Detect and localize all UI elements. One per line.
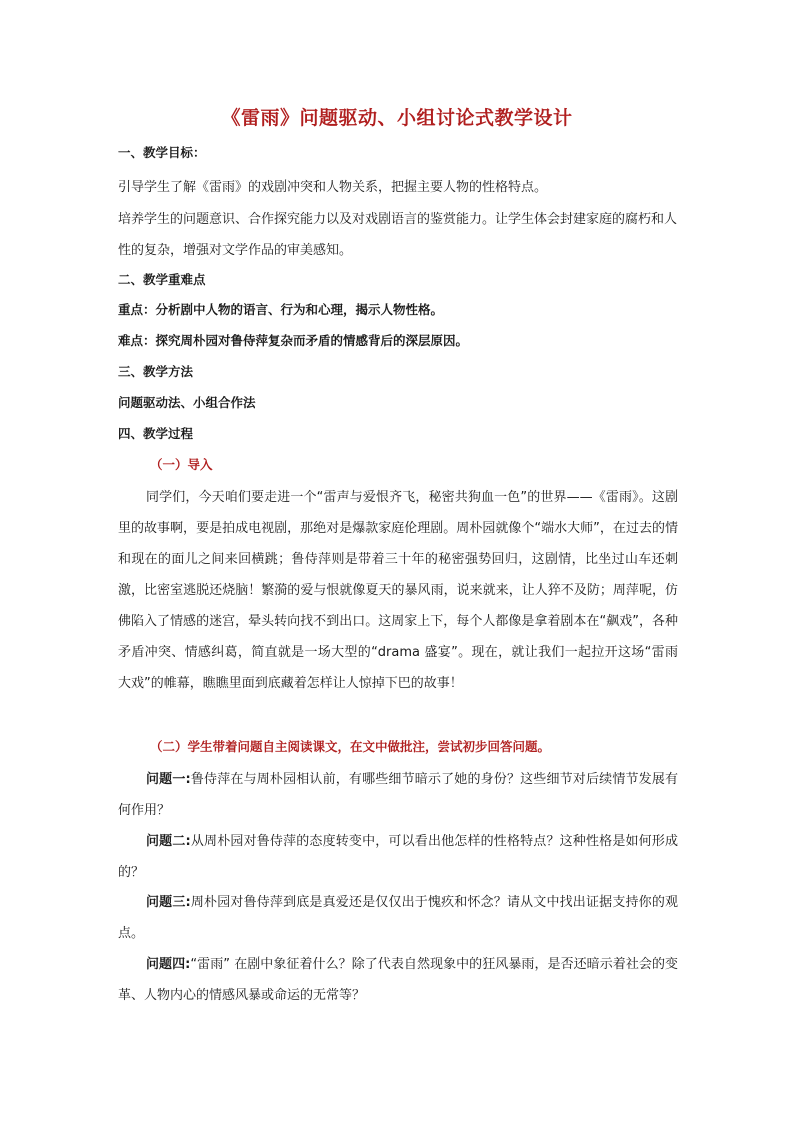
- question-text: “雷雨” 在剧中象征着什么？除了代表自然现象中的狂风暴雨，是否还暗示着社会的变革、人物内心的情感风暴或命运的无常等？: [118, 957, 679, 1003]
- question-item-3: [118, 887, 678, 949]
- section-heading-process: 四、教学过程: [118, 426, 194, 441]
- subheading-reading-task: （二）学生带着问题自主阅读课文，在文中做批注，尝试初步回答问题。: [150, 739, 551, 754]
- question-item-1: [118, 764, 678, 826]
- section-heading-key-points: 二、教学重难点: [118, 272, 206, 287]
- methods-text: 问题驱动法、小组合作法: [118, 395, 256, 410]
- question-label: 问题二:: [146, 834, 191, 849]
- difficult-point: 难点：探究周朴园对鲁侍萍复杂而矛盾的情感背后的深层原因。: [118, 333, 469, 348]
- section-heading-methods: 三、教学方法: [118, 364, 194, 379]
- document-title: 《雷雨》问题驱动、小组讨论式教学设计: [221, 107, 573, 129]
- question-text: 鲁侍萍在与周朴园相认前，有哪些细节暗示了她的身份？这些细节对后续情节发展有何作用？: [118, 772, 678, 818]
- question-label: 问题三:: [146, 895, 191, 910]
- question-text: 周朴园对鲁侍萍到底是真爱还是仅仅出于愧疚和怀念？请从文中找出证据支持你的观点。: [118, 895, 678, 941]
- intro-paragraph: 同学们，今天咱们要走进一个“雷声与爱恨齐飞，秘密共狗血一色”的世界——《雷雨》。这剧里的故事啊，要是拍成电视剧，那绝对是爆款家庭伦理剧。周朴园就像个“端水大师”，在过去的情和现在的面儿之间来回横跳；鲁侍萍则是带着三十年的秘密强势回归，这剧情，比坐过山车还刺激，比密室逃脱还烧脑！繁漪的爱与恨就像夏天的暴风雨，说来就来，让人猝不及防；周萍呢，仿佛陷入了情感的迷宫，晕头转向找不到出口。这周家上下，每个人都像是拿着剧本在“飙戏”，各种矛盾冲突、情感纠葛，简直就是一场大型的“drama 盛宴”。现在，就让我们一起拉开这场“雷雨大戏”的帷幕，瞧瞧里面到底藏着怎样让人惊掉下巴的故事！: [118, 490, 678, 691]
- subheading-intro: （一）导入: [150, 457, 213, 472]
- goal-item-1: 引导学生了解《雷雨》的戏剧冲突和人物关系，把握主要人物的性格特点。: [118, 180, 548, 195]
- question-label: 问题四:: [146, 957, 191, 972]
- question-item-2: [118, 826, 678, 888]
- goal-item-2: 培养学生的问题意识、合作探究能力以及对戏剧语言的鉴赏能力。让学生体会封建家庭的腐朽和人性的复杂，增强对文学作品的审美感知。: [118, 212, 678, 258]
- key-point: 重点：分析剧中人物的语言、行为和心理，揭示人物性格。: [118, 302, 444, 317]
- question-item-4: [118, 949, 678, 1011]
- question-label: 问题一:: [146, 772, 191, 787]
- section-heading-goals: 一、教学目标：: [118, 145, 206, 160]
- question-text: 从周朴园对鲁侍萍的态度转变中，可以看出他怎样的性格特点？这种性格是如何形成的？: [118, 834, 678, 880]
